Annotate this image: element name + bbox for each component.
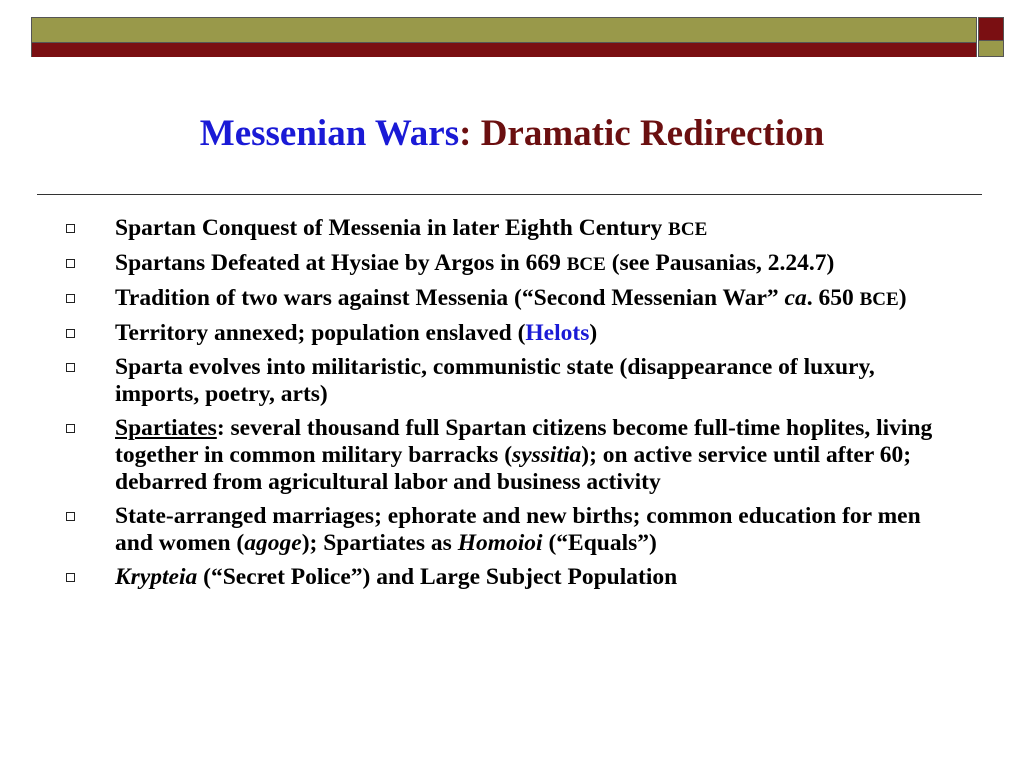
bullet-item: [60, 354, 940, 408]
bullet-segment: . 650: [806, 285, 860, 311]
bullet-segment: syssitia: [512, 442, 582, 468]
header-band-olive-stripe: [32, 18, 976, 42]
bullet-segment: Krypteia: [115, 564, 198, 590]
bullet-item: [60, 503, 940, 557]
slide-title-subtitle: : Dramatic Redirection: [459, 113, 825, 154]
square-bullet-icon: [66, 424, 75, 433]
bullet-item: [60, 415, 940, 496]
bullet-segment: ): [898, 285, 907, 311]
bullet-segment: ); Spartiates as: [301, 530, 458, 556]
slide-title: [0, 112, 1024, 156]
bullet-segment: Homoioi: [457, 530, 543, 556]
spartiates-term: Spartiates: [115, 415, 217, 441]
bullet-segment: Spartans Defeated at Hysiae by Argos in 669: [115, 250, 567, 276]
square-bullet-icon: [66, 512, 75, 521]
header-corner-maroon-block: [978, 17, 1004, 41]
bullet-segment: Spartan Conquest of Messenia in later Eighth Century: [115, 215, 669, 241]
bullet-segment: (see Pausanias, 2.24.7): [605, 250, 835, 276]
bullet-item: [60, 320, 940, 347]
square-bullet-icon: [66, 259, 75, 268]
square-bullet-icon: [66, 573, 75, 582]
bullet-segment: (“Secret Police”) and Large Subject Population: [197, 564, 678, 590]
bullet-segment: (“Equals”): [542, 530, 657, 556]
bullet-segment: BCE: [859, 289, 899, 310]
bullet-item: [60, 285, 940, 313]
slide-title-main: Messenian Wars: [199, 113, 460, 154]
bullet-segment: agoge: [244, 530, 302, 556]
bullet-segment: : several thousand full Spartan citizens become full-time hoplites, living together in common military barracks (: [115, 415, 933, 468]
square-bullet-icon: [66, 363, 75, 372]
title-divider: [37, 194, 982, 195]
square-bullet-icon: [66, 224, 75, 233]
bullet-segment: ): [589, 320, 598, 346]
square-bullet-icon: [66, 294, 75, 303]
bullet-segment: Territory annexed; population enslaved (: [115, 320, 526, 346]
bullet-segment: State-arranged marriages; ephorate and new births; common education for men and women (: [115, 503, 921, 556]
bullet-segment: Tradition of two wars against Messenia (“Second Messenian War”: [115, 285, 785, 311]
bullet-segment: ); on active service until after 60; debarred from agricultural labor and business activity: [115, 442, 912, 495]
bullet-segment: ca: [784, 285, 807, 311]
bullet-item: [60, 215, 940, 243]
bullet-segment: BCE: [668, 219, 708, 240]
bullet-segment: Sparta evolves into militaristic, communistic state (disappearance of luxury, imports, poetry, arts): [115, 354, 875, 407]
helots-link[interactable]: Helots: [525, 320, 590, 346]
header-corner-olive-block: [978, 41, 1004, 57]
header-band-maroon-stripe: [32, 42, 976, 57]
bullet-segment: BCE: [566, 254, 606, 275]
square-bullet-icon: [66, 329, 75, 338]
bullet-item: [60, 564, 940, 591]
header-band: [31, 17, 977, 57]
bullet-list: [60, 215, 940, 598]
bullet-item: [60, 250, 940, 278]
